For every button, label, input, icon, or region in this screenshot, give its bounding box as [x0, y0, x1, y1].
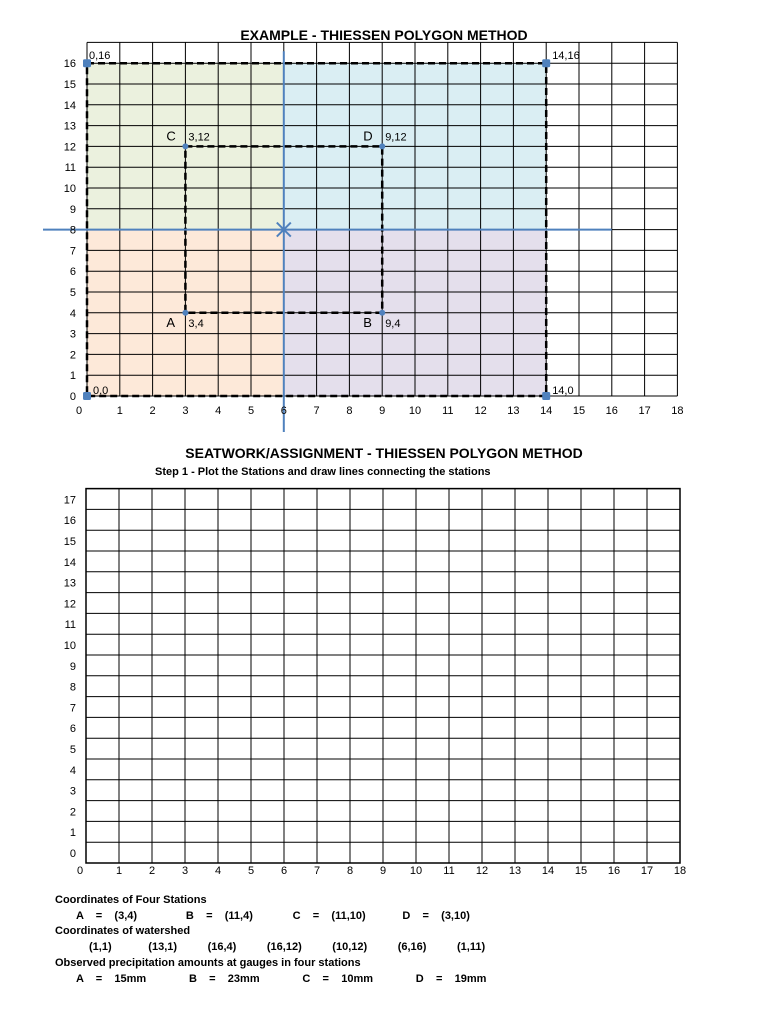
corner-marker: [83, 392, 91, 400]
seatwork-x-tick-label: 9: [379, 865, 387, 877]
example-x-tick-label: 12: [474, 405, 487, 417]
station-point-a: [182, 310, 188, 316]
seatwork-x-tick-label: 13: [508, 865, 522, 877]
example-x-tick-label: 6: [280, 405, 287, 417]
station-name-c: C: [166, 128, 176, 144]
example-y-tick-label: 6: [69, 266, 76, 279]
precip-heading: Observed precipitation amounts at gauges in four stations: [55, 957, 361, 969]
seatwork-y-tick-label: 10: [63, 640, 76, 652]
example-x-tick-label: 3: [182, 405, 189, 417]
seatwork-x-tick-label: 10: [409, 865, 423, 877]
seatwork-y-tick-label: 1: [69, 827, 76, 840]
station-coord-a: 3,4: [188, 317, 204, 330]
seatwork-y-tick-label: 0: [69, 848, 76, 860]
seatwork-x-tick-label: 2: [148, 865, 156, 877]
watershed-row: (1,1) (13,1) (16,4) (16,12) (10,12) (6,16) (1,11): [89, 941, 486, 953]
example-x-tick-label: 17: [638, 405, 651, 417]
precip-row: A = 15mm B = 23mm C = 10mm D = 19mm: [76, 973, 487, 985]
seatwork-x-tick-label: 11: [443, 865, 455, 877]
seatwork-x-tick-label: 15: [574, 865, 588, 877]
seatwork-title: SEATWORK/ASSIGNMENT - THIESSEN POLYGON METHOD: [185, 445, 583, 461]
seatwork-y-tick-label: 12: [63, 598, 76, 611]
seatwork-x-tick-label: 17: [640, 865, 654, 877]
seatwork-y-tick-label: 5: [69, 744, 76, 756]
example-title: EXAMPLE - THIESSEN POLYGON METHOD: [240, 27, 528, 43]
station-point-b: [379, 310, 385, 316]
example-y-tick-label: 1: [69, 370, 76, 383]
seatwork-x-tick-label: 3: [181, 865, 189, 877]
seatwork-y-tick-label: 9: [69, 660, 76, 673]
example-x-tick-label: 7: [313, 405, 320, 417]
example-y-tick-label: 9: [69, 203, 76, 216]
example-x-tick-label: 4: [215, 405, 222, 417]
seatwork-y-tick-label: 11: [64, 619, 76, 632]
example-y-tick-label: 3: [69, 328, 76, 341]
station-point-c: [182, 143, 188, 149]
example-x-tick-label: 2: [149, 405, 156, 417]
example-y-tick-label: 13: [63, 120, 76, 133]
seatwork-y-tick-label: 15: [63, 536, 76, 548]
example-y-tick-label: 8: [69, 224, 76, 237]
seatwork-x-tick-label: 18: [673, 865, 687, 877]
seatwork-x-tick-label: 7: [313, 865, 321, 877]
example-y-tick-label: 5: [69, 287, 76, 299]
seatwork-y-tick-label: 3: [69, 785, 76, 798]
example-x-tick-label: 15: [572, 405, 586, 417]
seatwork-y-tick-label: 17: [63, 494, 76, 507]
seatwork-x-tick-label: 0: [76, 865, 84, 877]
example-x-tick-label: 11: [442, 405, 454, 417]
seatwork-y-tick-label: 13: [63, 577, 76, 590]
seatwork-y-tick-label: 7: [69, 702, 76, 715]
example-x-tick-label: 5: [247, 405, 255, 417]
seatwork-x-tick-label: 1: [115, 865, 123, 877]
seatwork-x-tick-label: 16: [607, 865, 621, 877]
corner-label: 0,0: [93, 385, 109, 397]
station-coord-c: 3,12: [188, 131, 210, 144]
station-name-d: D: [363, 128, 373, 144]
example-x-tick-label: 18: [671, 405, 684, 417]
seatwork-y-tick-label: 2: [69, 806, 76, 819]
seatwork-x-tick-label: 8: [346, 865, 354, 877]
example-y-tick-label: 11: [64, 162, 76, 175]
corner-label: 14,16: [552, 50, 580, 63]
seatwork-x-tick-label: 5: [247, 865, 255, 877]
example-x-tick-label: 9: [379, 405, 386, 417]
seatwork-y-tick-label: 14: [63, 556, 76, 569]
example-y-tick-label: 2: [69, 349, 76, 362]
station-name-b: B: [363, 314, 372, 330]
seatwork-y-tick-label: 4: [69, 764, 76, 777]
example-y-tick-label: 10: [63, 183, 76, 195]
stations-heading: Coordinates of Four Stations: [55, 894, 207, 906]
seatwork-x-tick-label: 14: [541, 865, 555, 877]
example-x-tick-label: 13: [507, 405, 520, 417]
stations-row: A = (3,4) B = (11,4) C = (11,10) D = (3,10): [76, 910, 470, 922]
example-x-tick-label: 16: [605, 405, 618, 417]
example-y-tick-label: 15: [63, 79, 76, 91]
example-y-tick-label: 12: [63, 141, 76, 154]
seatwork-x-tick-label: 12: [475, 865, 489, 877]
seatwork-y-tick-label: 16: [63, 515, 76, 528]
corner-marker: [542, 59, 550, 67]
station-coord-b: 9,4: [385, 317, 401, 330]
example-x-tick-label: 14: [540, 405, 553, 417]
example-y-tick-label: 4: [69, 307, 76, 320]
corner-label: 14,0: [552, 385, 574, 397]
station-coord-d: 9,12: [385, 131, 407, 144]
example-x-tick-label: 1: [116, 405, 123, 417]
seatwork-x-tick-label: 6: [280, 865, 288, 877]
example-y-tick-label: 14: [63, 99, 76, 112]
corner-label: 0,16: [89, 50, 111, 63]
seatwork-y-tick-label: 6: [69, 723, 76, 736]
seatwork-x-tick-label: 4: [214, 865, 222, 877]
seatwork-y-tick-label: 8: [69, 681, 76, 694]
example-x-tick-label: 8: [346, 405, 353, 417]
seatwork-step-text: Step 1 - Plot the Stations and draw lines connecting the stations: [155, 466, 491, 478]
station-point-d: [379, 143, 385, 149]
example-x-tick-label: 10: [408, 405, 422, 417]
example-x-tick-label: 0: [75, 405, 83, 417]
example-y-tick-label: 16: [63, 58, 76, 71]
station-name-a: A: [166, 314, 176, 330]
example-y-tick-label: 0: [69, 391, 76, 403]
watershed-heading: Coordinates of watershed: [55, 925, 191, 937]
corner-marker: [542, 392, 550, 400]
example-y-tick-label: 7: [69, 245, 76, 258]
